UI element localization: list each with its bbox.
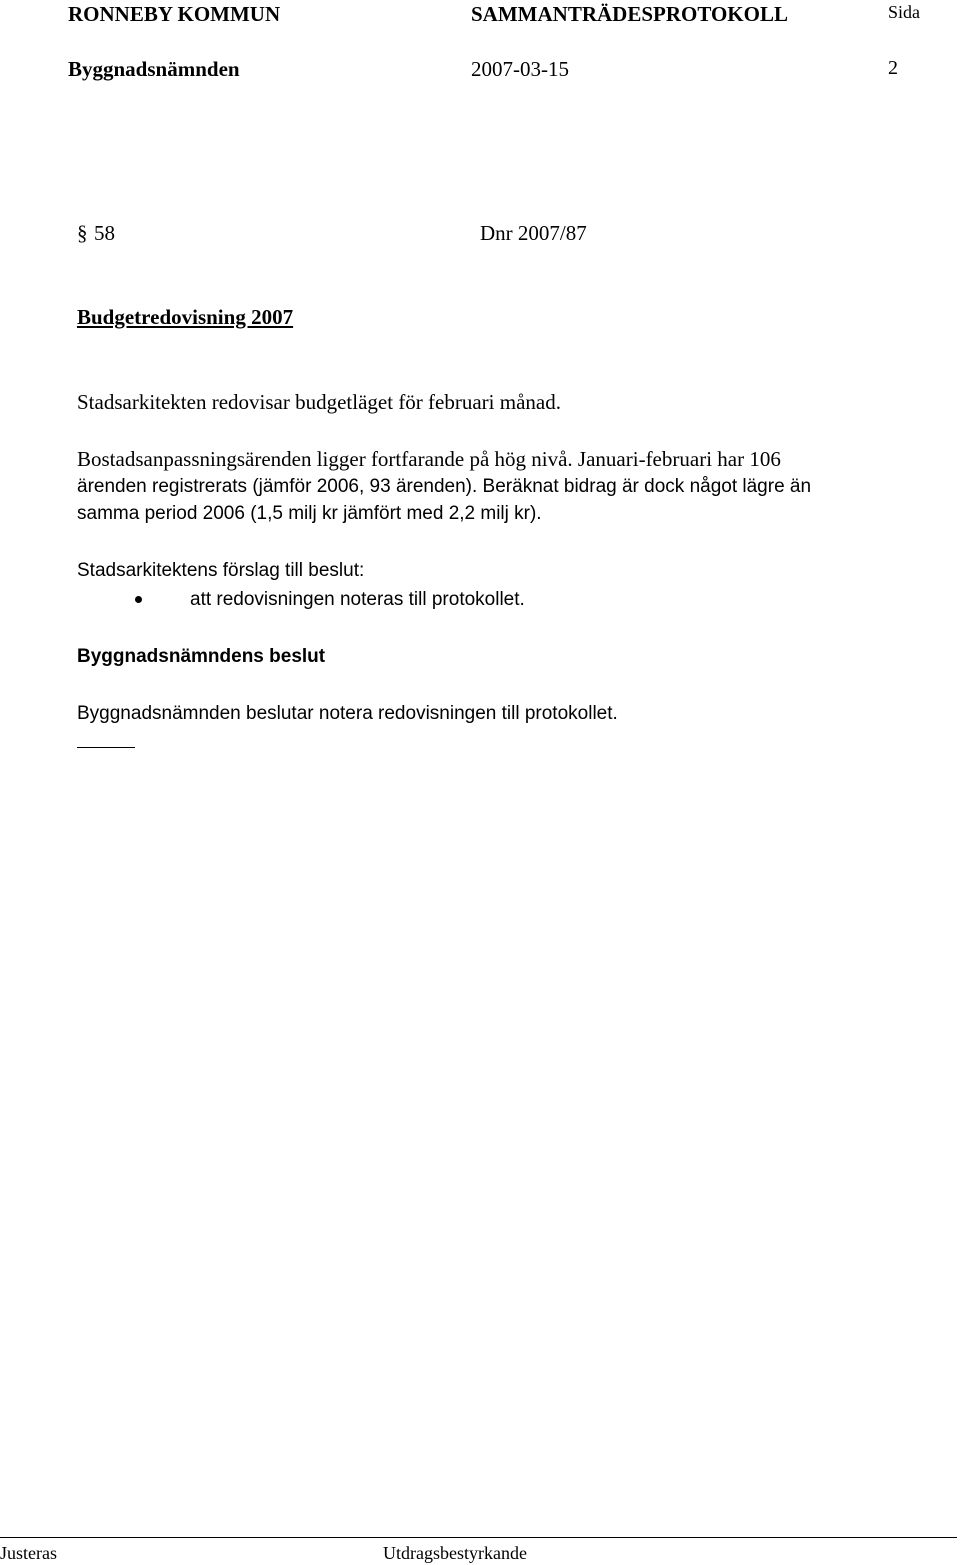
proposal-heading: Stadsarkitektens förslag till beslut: — [77, 560, 365, 581]
proposal-item: att redovisningen noteras till protokollet. — [190, 589, 525, 610]
body-paragraph-1: Stadsarkitekten redovisar budgetläget för februari månad. — [77, 390, 561, 414]
municipality-name: RONNEBY KOMMUN — [68, 2, 281, 26]
footer-justeras: Justeras — [0, 1543, 57, 1563]
decision-text: Byggnadsnämnden beslutar notera redovisningen till protokollet. — [77, 703, 618, 724]
body-paragraph-2-line-1: Bostadsanpassningsärenden ligger fortfarande på hög nivå. Januari-februari har 106 — [77, 447, 781, 471]
footer-divider — [0, 1537, 957, 1538]
footer-utdragsbestyrkande: Utdragsbestyrkande — [383, 1543, 527, 1563]
document-type: SAMMANTRÄDESPROTOKOLL — [471, 2, 788, 26]
decision-heading: Byggnadsnämndens beslut — [77, 646, 326, 667]
meeting-date: 2007-03-15 — [471, 57, 569, 81]
section-title: Budgetredovisning 2007 — [77, 305, 294, 329]
body-paragraph-2-line-3: samma period 2006 (1,5 milj kr jämfört med 2,2 milj kr). — [77, 503, 542, 524]
page-label: Sida — [888, 2, 921, 22]
diary-number: Dnr 2007/87 — [480, 221, 587, 245]
paragraph-symbol: § — [77, 221, 88, 245]
section-end-rule — [77, 747, 135, 748]
bullet-icon — [135, 596, 142, 603]
body-paragraph-2-line-2: ärenden registrerats (jämför 2006, 93 ärenden). Beräknat bidrag är dock något lägre än — [77, 476, 812, 497]
committee-name: Byggnadsnämnden — [68, 57, 240, 81]
paragraph-number: 58 — [94, 221, 115, 245]
page-number: 2 — [888, 57, 898, 79]
